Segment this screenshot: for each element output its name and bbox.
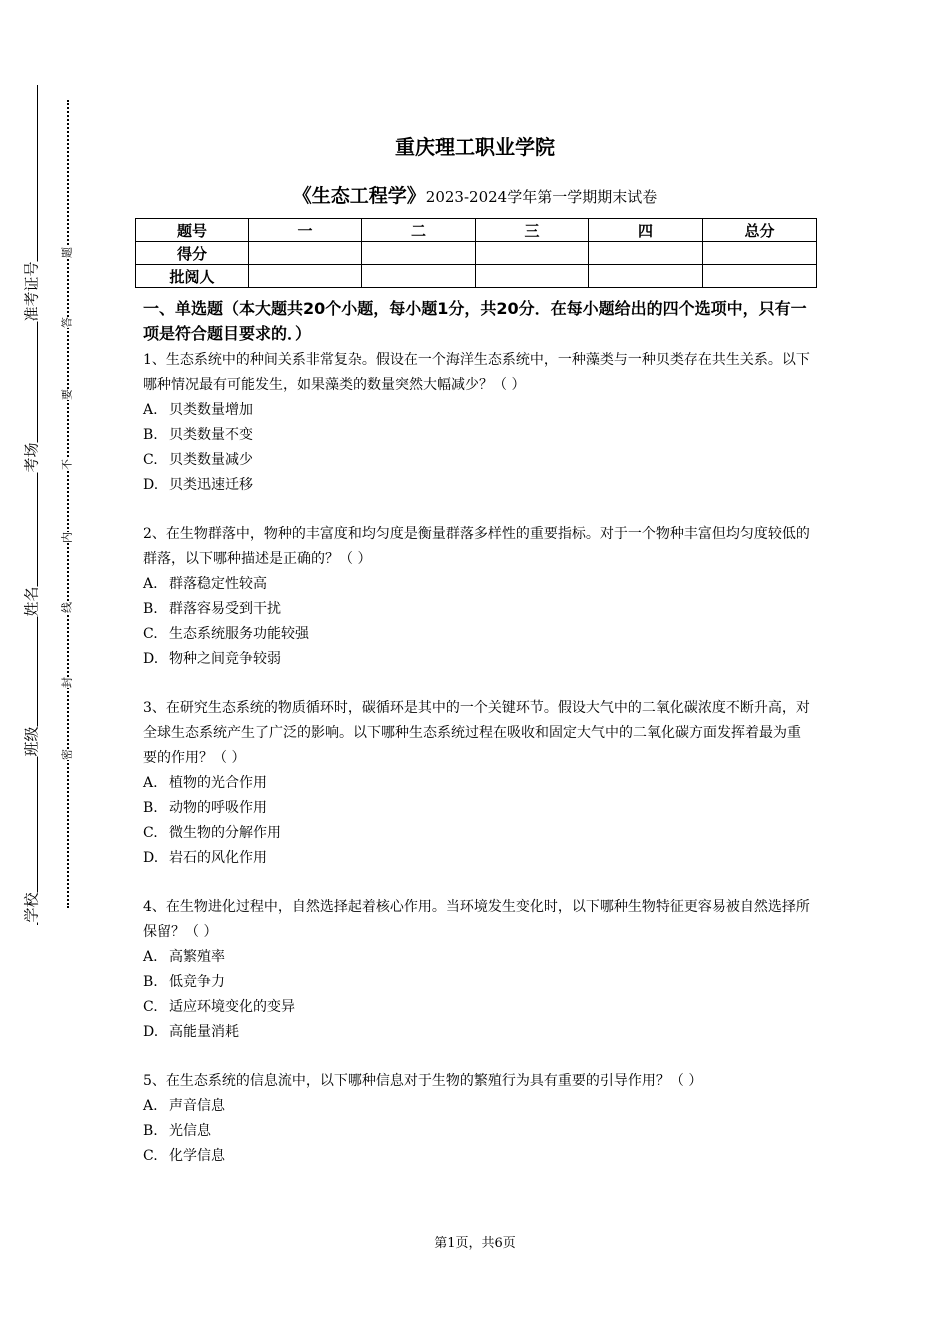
table-header: 总分 (703, 219, 817, 242)
term-text: 2023-2024学年第一学期期末试卷 (425, 188, 658, 206)
row-label-grader: 批阅人 (136, 265, 249, 288)
grader-cell (703, 265, 817, 288)
option-text: 生态系统服务功能较强 (169, 626, 309, 642)
exam-subtitle (0, 181, 950, 208)
option (143, 821, 811, 846)
option-letter: A. (143, 949, 158, 965)
label-exam-id: 准考证号 (22, 261, 41, 322)
option-text: 贝类迅速迁移 (169, 477, 253, 493)
option (143, 970, 811, 995)
section-title: 一、单选题（本大题共20个小题，每小题1分，共20分．在每小题给出的四个选项中，只有一项是符合题目要求的．） (143, 299, 807, 343)
question-stem: 4、在生物进化过程中，自然选择起着核心作用。当环境发生变化时，以下哪种生物特征更容易被自然选择所保留？（ ） (143, 899, 810, 940)
option-letter: A. (143, 775, 158, 791)
table-header: 三 (476, 219, 589, 242)
seal-word: 内 (60, 532, 74, 543)
option (143, 473, 811, 498)
option-letter: C. (143, 999, 158, 1015)
grader-cell (589, 265, 703, 288)
question-stem: 5、在生态系统的信息流中，以下哪种信息对于生物的繁殖行为具有重要的引导作用？（ ） (143, 1073, 703, 1089)
score-cell (589, 242, 703, 265)
option-text: 群落容易受到干扰 (169, 601, 281, 617)
table-row (136, 242, 817, 265)
option (143, 1119, 811, 1144)
table-row (136, 265, 817, 288)
option (143, 846, 811, 871)
grader-cell (362, 265, 476, 288)
option-text: 低竞争力 (169, 974, 225, 990)
option-text: 群落稳定性较高 (169, 576, 267, 592)
seal-word: 不 (60, 459, 74, 470)
option-letter: B. (143, 427, 158, 443)
option-text: 光信息 (169, 1123, 211, 1139)
table-header: 题号 (136, 219, 249, 242)
page-footer: 第1页，共6页 (434, 1236, 516, 1251)
option-letter: D. (143, 477, 159, 493)
option (143, 622, 811, 647)
grader-cell (249, 265, 362, 288)
option-letter: B. (143, 1123, 158, 1139)
school-title: 重庆理工职业学院 (395, 135, 555, 159)
label-name: 姓名 (22, 586, 41, 617)
option-letter: C. (143, 452, 158, 468)
option-text: 高能量消耗 (169, 1024, 239, 1040)
option-text: 适应环境变化的变异 (169, 999, 295, 1015)
question-stem: 2、在生物群落中，物种的丰富度和均匀度是衡量群落多样性的重要指标。对于一个物种丰富但均匀度较低的群落，以下哪种描述是正确的？（ ） (143, 526, 810, 567)
option-letter: A. (143, 576, 158, 592)
option-text: 植物的光合作用 (169, 775, 267, 791)
option (143, 398, 811, 423)
option-text: 岩石的风化作用 (169, 850, 267, 866)
score-cell (476, 242, 589, 265)
course-name: 《生态工程学》 (292, 185, 426, 207)
score-cell (249, 242, 362, 265)
grader-cell (476, 265, 589, 288)
seal-word: 线 (60, 602, 74, 613)
option (143, 796, 811, 821)
binding-solid-line (37, 85, 38, 925)
score-table-header-row (136, 219, 817, 242)
table-header: 四 (589, 219, 703, 242)
option-text: 高繁殖率 (169, 949, 225, 965)
option-letter: D. (143, 850, 159, 866)
label-school: 学校 (22, 892, 41, 923)
seal-word: 要 (60, 389, 74, 400)
option (143, 647, 811, 672)
seal-word: 密 (60, 749, 74, 760)
question-5 (143, 1069, 811, 1169)
question-1 (143, 348, 811, 498)
table-header: 二 (362, 219, 476, 242)
row-label-score: 得分 (136, 242, 249, 265)
binding-dotted-line (67, 100, 69, 908)
option (143, 597, 811, 622)
score-cell (703, 242, 817, 265)
option (143, 423, 811, 448)
option-text: 物种之间竞争较弱 (169, 651, 281, 667)
score-cell (362, 242, 476, 265)
option (143, 995, 811, 1020)
question-4 (143, 895, 811, 1045)
exam-content (143, 296, 811, 1169)
option-text: 贝类数量增加 (169, 402, 253, 418)
question-2 (143, 522, 811, 672)
option-text: 贝类数量不变 (169, 427, 253, 443)
option (143, 945, 811, 970)
option-text: 动物的呼吸作用 (169, 800, 267, 816)
label-class: 班级 (22, 726, 41, 757)
question-3 (143, 696, 811, 871)
option (143, 1144, 811, 1169)
question-stem: 1、生态系统中的种间关系非常复杂。假设在一个海洋生态系统中，一种藻类与一种贝类存在共生关系。以下哪种情况最有可能发生，如果藻类的数量突然大幅减少？（ ） (143, 352, 810, 393)
option (143, 448, 811, 473)
table-header: 一 (249, 219, 362, 242)
option-letter: A. (143, 1098, 158, 1114)
score-table (135, 218, 817, 288)
option-letter: D. (143, 1024, 159, 1040)
option (143, 572, 811, 597)
option-letter: B. (143, 974, 158, 990)
option (143, 1094, 811, 1119)
option-letter: A. (143, 402, 158, 418)
seal-word: 题 (60, 247, 74, 258)
seal-word: 答 (60, 317, 74, 328)
seal-word: 封 (60, 677, 74, 688)
option-letter: C. (143, 626, 158, 642)
label-exam-room: 考场 (22, 442, 41, 473)
option-text: 化学信息 (169, 1148, 225, 1164)
option-letter: B. (143, 601, 158, 617)
question-stem: 3、在研究生态系统的物质循环时，碳循环是其中的一个关键环节。假设大气中的二氧化碳浓度不断升高，对全球生态系统产生了广泛的影响。以下哪种生态系统过程在吸收和固定大气中的二氧化碳方面发挥着最为重要的作用？（ ） (143, 700, 810, 766)
option-letter: C. (143, 1148, 158, 1164)
option-letter: C. (143, 825, 158, 841)
option-text: 贝类数量减少 (169, 452, 253, 468)
option-letter: B. (143, 800, 158, 816)
option-text: 微生物的分解作用 (169, 825, 281, 841)
option-letter: D. (143, 651, 159, 667)
option (143, 771, 811, 796)
option-text: 声音信息 (169, 1098, 225, 1114)
option (143, 1020, 811, 1045)
